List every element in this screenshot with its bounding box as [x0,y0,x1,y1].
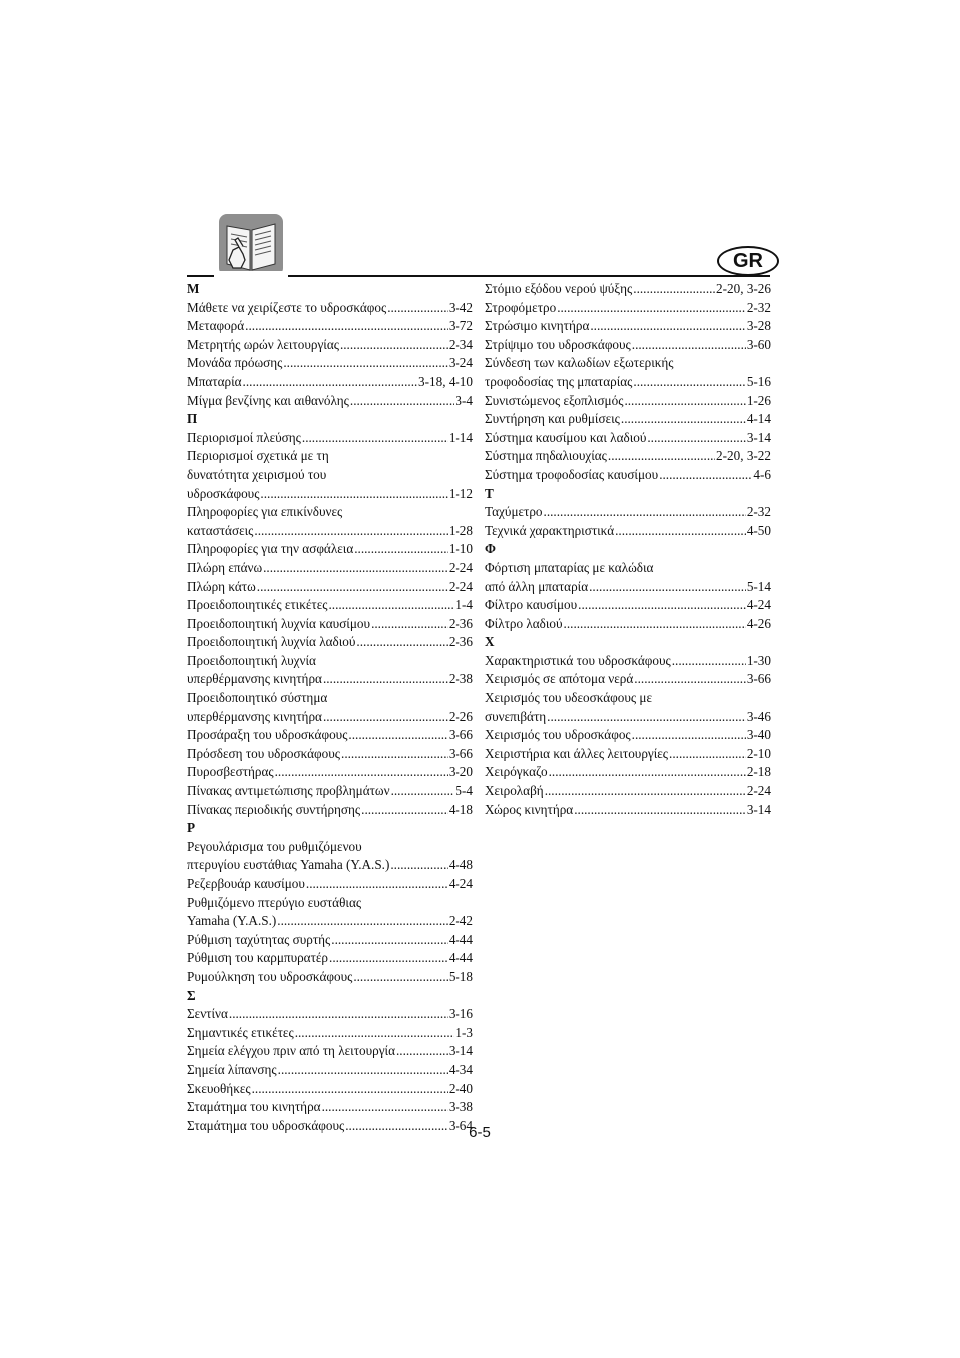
index-entry [187,875,473,894]
dot-leader [633,373,745,392]
index-entry-label: υπερθέρμανσης κινητήρα [187,671,322,687]
index-entry-label: Χειρισμός σε απότομα νερά [485,671,634,687]
index-entry-page: 1-3 [455,1024,473,1040]
index-entry [485,336,771,355]
dot-leader [245,317,448,336]
index-entry-page: 3-66 [448,745,473,761]
index-entry-text: Περιορισμοί σχετικά με τη [187,448,329,464]
dot-leader [328,596,454,615]
index-entry-label: Μεταφορά [187,318,245,334]
index-entry-label: Χαρακτηριστικά του υδροσκάφους [485,652,671,668]
index-entry-label: καταστάσεις [187,522,254,538]
index-entry [187,373,473,392]
index-entry-page: 4-44 [448,931,473,947]
dot-leader [549,763,746,782]
dot-leader [669,745,746,764]
language-code: GR [733,249,763,272]
index-entry-label: Σημαντικές ετικέτες [187,1024,294,1040]
index-entry-page: 4-34 [448,1061,473,1077]
index-entry [485,373,771,392]
dot-leader [322,1098,448,1117]
index-entry [485,429,771,448]
index-entry [187,726,473,745]
index-entry-page: 2-24 [746,783,771,799]
index-entry [187,801,473,820]
index-entry-page: 3-66 [746,671,771,687]
index-letter-heading: Π [187,411,198,427]
dot-leader [672,652,746,671]
index-letter-heading: Φ [485,541,496,557]
index-entry [187,633,473,652]
index-entry-page: 3-42 [448,299,473,315]
index-entry [187,931,473,950]
index-entry [187,763,473,782]
dot-leader [390,856,447,875]
index-entry-label: Χειρολαβή [485,783,544,799]
index-entry [187,1080,473,1099]
dot-leader [564,615,746,634]
index-entry-page: 4-24 [448,876,473,891]
index-entry-label: Πλώρη επάνω [187,559,263,575]
index-entry-page: 1-4 [455,597,473,613]
index-entry-page: 2-38 [448,671,473,687]
index-entry [187,745,473,764]
dot-leader [331,931,448,950]
dot-leader [387,299,448,318]
index-entry [187,856,473,875]
index-entry-label: Πλώρη κάτω [187,578,256,594]
index-entry-page: 3-40 [746,727,771,743]
dot-leader [544,503,746,522]
dot-leader [632,336,746,355]
index-entry-label: Χειριστήρια και άλλες λειτουργίες [485,745,669,761]
index-entry [187,1005,473,1024]
index-entry [485,410,771,429]
index-entry [187,540,473,559]
index-entry-label: συνεπιβάτη [485,708,547,724]
dot-leader [647,429,745,448]
dot-leader [275,763,448,782]
index-entry-page: 2-24 [448,578,473,594]
index-entry-page: 3-28 [746,318,771,334]
index-entry [485,615,771,634]
index-entry-label: Φίλτρο λαδιού [485,615,563,631]
index-entry-label: Χειρισμός του υδροσκάφος [485,727,631,743]
index-entry [485,726,771,745]
index-entry-label: Περιορισμοί πλεύσης [187,429,301,445]
index-entry-label: Ρυμούλκηση του υδροσκάφους [187,968,353,984]
index-entry-page: 3-4 [455,392,473,408]
index-entry [187,354,473,373]
index-entry [187,392,473,411]
index-entry-page: 4-44 [448,950,473,966]
index-entry-label: Πίνακας αντιμετώπισης προβλημάτων [187,783,390,799]
dot-leader [345,1117,448,1136]
dot-leader [306,875,448,894]
index-entry [187,299,473,318]
index-entry [485,392,771,411]
dot-leader [574,801,746,820]
index-column-right [485,280,771,819]
index-entry-page: 3-38 [448,1099,473,1115]
index-entry-label: Προσάραξη του υδροσκάφους [187,727,348,743]
index-entry-label: Ρύθμιση του καρμπυρατέρ [187,950,329,966]
index-entry-page: 3-14 [746,801,771,817]
index-entry-page: 5-4 [455,783,473,799]
index-entry-label: Μπαταρία [187,373,242,389]
index-entry [187,317,473,336]
dot-leader [590,317,745,336]
index-entry [187,670,473,689]
index-entry [187,578,473,597]
book-reading-icon [219,214,283,276]
dot-leader [257,578,448,597]
index-entry-label: Σύστημα τροφοδοσίας καυσίμου [485,466,659,482]
index-entry-page: 3-72 [448,318,473,334]
index-entry-page: 4-14 [746,411,771,427]
index-entry-label: υδροσκάφους [187,485,260,501]
index-entry [187,968,473,987]
dot-leader [260,485,447,504]
index-entry-page: 2-36 [448,615,473,631]
dot-leader [632,726,746,745]
index-entry-page: 4-26 [746,615,771,631]
index-entry [485,317,771,336]
index-entry-page: 4-18 [448,801,473,817]
index-entry-label: πτερυγίου ευστάθιας Yamaha (Y.A.S.) [187,857,390,873]
index-entry-label: Σκευοθήκες [187,1080,251,1096]
page-number: 6-5 [469,1124,491,1141]
dot-leader [323,670,448,689]
index-entry-label: Πληροφορίες για την ασφάλεια [187,541,354,557]
index-entry-page: 1-30 [746,652,771,668]
index-entry-label: Συντήρηση και ρυθμίσεις [485,411,620,427]
index-entry [485,299,771,318]
dot-leader [229,1005,448,1024]
index-entry-page: 1-14 [448,429,473,445]
dot-leader [277,912,448,931]
index-entry-label: Ταχύμετρο [485,504,543,520]
index-entry [485,578,771,597]
index-entry-label: Προειδοποιητικές ετικέτες [187,597,328,613]
index-entry [187,522,473,541]
index-entry-label: Πρόσδεση του υδροσκάφους [187,745,341,761]
index-entry-label: Συνιστώμενος εξοπλισμός [485,392,624,408]
dot-leader [391,782,455,801]
index-entry-label: Πίνακας περιοδικής συντήρησης [187,801,361,817]
index-entry-page: 3-64 [448,1117,473,1133]
index-entry-page: 1-12 [448,485,473,501]
dot-leader [547,708,746,727]
index-entry-label: Πυροσβεστήρας [187,764,274,780]
index-entry-label: Σημεία ελέγχου πριν από τη λειτουργία [187,1043,395,1059]
index-entry-label: Προειδοποιητική λυχνία λαδιού [187,634,356,650]
dot-leader [634,670,746,689]
index-entry-label: Φίλτρο καυσίμου [485,597,578,613]
index-entry [187,1117,473,1136]
index-entry-text: Σύνδεση των καλωδίων εξωτερικής [485,355,674,371]
index-entry-page: 4-6 [753,466,771,482]
index-entry [485,522,771,541]
index-entry-label: Ρεζερβουάρ καυσίμου [187,876,305,891]
index-entry-page: 2-32 [746,299,771,315]
index-entry [485,745,771,764]
index-entry [485,801,771,820]
index-column-left [187,280,473,1135]
index-entry [187,1024,473,1043]
dot-leader [243,373,418,392]
index-entry-label: Στόμιο εξόδου νερού ψύξης [485,281,633,296]
index-entry [485,503,771,522]
index-entry-label: Σταμάτημα του υδροσκάφους [187,1117,345,1133]
index-entry [485,447,771,466]
index-entry-label: Μίγμα βενζίνης και αιθανόλης [187,392,349,408]
index-entry-label: υπερθέρμανσης κινητήρα [187,708,322,724]
index-entry [187,485,473,504]
dot-leader [340,336,448,355]
index-entry-page: 2-10 [746,745,771,761]
index-letter-heading: Ρ [187,820,196,836]
index-entry-page: 3-16 [448,1006,473,1022]
index-entry-page: 2-36 [448,634,473,650]
index-entry [187,949,473,968]
dot-leader [329,949,448,968]
index-entry-page: 2-20, 3-26 [716,281,771,296]
index-entry-label: Σύστημα πηδαλιουχίας [485,448,607,464]
index-entry-page: 4-50 [746,522,771,538]
index-letter-heading: Μ [187,281,200,296]
dot-leader [633,280,715,299]
dot-leader [371,615,448,634]
index-entry-label: Yamaha (Y.A.S.) [187,913,277,929]
index-entry [187,782,473,801]
index-entry-text: Χειρισμός του υδεοσκάφους με [485,690,653,706]
index-entry-label: Στρώσιμο κινητήρα [485,318,590,334]
dot-leader [341,745,448,764]
dot-leader [263,559,448,578]
index-entry-page: 2-32 [746,504,771,520]
index-entry [187,559,473,578]
index-entry-label: Σημεία λίπανσης [187,1061,277,1077]
index-entry [187,708,473,727]
dot-leader [545,782,746,801]
dot-leader [589,578,746,597]
index-entry [485,466,771,485]
index-entry-label: Σύστημα καυσίμου και λαδιού [485,429,647,445]
index-entry-page: 3-66 [448,727,473,743]
index-entry-text: Προειδοποιητικό σύστημα [187,690,328,706]
index-entry [485,708,771,727]
index-entry [187,1061,473,1080]
index-entry-label: Μονάδα πρόωσης [187,355,283,371]
index-entry-page: 3-24 [448,355,473,371]
dot-leader [356,633,447,652]
index-entry-text: Ρυθμιζόμενο πτερύγιο ευστάθιας [187,894,362,910]
dot-leader [283,354,447,373]
dot-leader [323,708,448,727]
index-entry [485,670,771,689]
index-entry [485,652,771,671]
index-entry-label: Τεχνικά χαρακτηριστικά [485,522,615,538]
index-letter-heading: Χ [485,634,495,650]
dot-leader [348,726,447,745]
dot-leader [350,392,455,411]
dot-leader [621,410,746,429]
index-entry [187,912,473,931]
index-entry-label: Μετρητής ωρών λειτουργίας [187,336,339,352]
index-entry [187,336,473,355]
index-entry-label: τροφοδοσίας της μπαταρίας [485,373,633,389]
dot-leader [361,801,448,820]
index-entry-label: Σταμάτημα του κινητήρα [187,1099,321,1115]
dot-leader [608,447,715,466]
dot-leader [659,466,752,485]
index-entry-page: 2-24 [448,559,473,575]
index-entry-page: 3-14 [448,1043,473,1059]
index-entry-page: 2-40 [448,1080,473,1096]
dot-leader [252,1080,448,1099]
index-entry [187,596,473,615]
index-entry [485,596,771,615]
index-entry-label: Προειδοποιητική λυχνία καυσίμου [187,615,371,631]
index-entry [187,1042,473,1061]
dot-leader [396,1042,448,1061]
index-entry-label: από άλλη μπαταρία [485,578,589,594]
index-entry-page: 3-18, 4-10 [418,373,473,389]
index-entry [485,782,771,801]
index-entry-page: 1-28 [448,522,473,538]
index-entry-label: Στρίψιμο του υδροσκάφους [485,336,631,352]
index-entry-page: 2-18 [746,764,771,780]
index-entry-page: 1-10 [448,541,473,557]
index-entry [485,280,771,299]
index-letter-heading: Σ [187,987,196,1003]
index-entry-text: Πληροφορίες για επικίνδυνες [187,504,343,520]
index-entry-label: Χώρος κινητήρα [485,801,574,817]
index-entry-label: Στροφόμετρο [485,299,557,315]
index-entry-page: 4-24 [746,597,771,613]
index-entry [485,763,771,782]
index-letter-heading: Τ [485,485,494,501]
index-entry-label: Ρύθμιση ταχύτητας συρτής [187,931,331,947]
index-entry-page: 3-14 [746,429,771,445]
index-entry-text: Φόρτιση μπαταρίας με καλώδια [485,559,654,575]
index-entry [187,615,473,634]
language-badge [717,246,779,276]
dot-leader [295,1024,455,1043]
index-entry-text: Προειδοποιητική λυχνία [187,652,316,668]
index-entry-text: δυνατότητα χειρισμού του [187,466,327,482]
dot-leader [624,392,745,411]
dot-leader [302,429,448,448]
dot-leader [278,1061,448,1080]
index-entry-page: 3-60 [746,336,771,352]
index-entry-page: 1-26 [746,392,771,408]
dot-leader [254,522,447,541]
dot-leader [615,522,746,541]
index-entry-page: 2-42 [448,913,473,929]
index-entry-page: 5-14 [746,578,771,594]
index-entry-page: 5-16 [746,373,771,389]
index-entry-page: 4-48 [448,857,473,873]
index-entry-page: 2-34 [448,336,473,352]
dot-leader [578,596,746,615]
index-entry-page: 2-26 [448,708,473,724]
index-entry-text: Ρεγουλάρισμα του ρυθμιζόμενου [187,838,362,854]
index-entry-label: Σεντίνα [187,1006,228,1022]
index-entry-label: Χειρόγκαζο [485,764,548,780]
index-entry-label: Μάθετε να χειρίζεστε το υδροσκάφος [187,299,387,315]
index-entry [187,429,473,448]
index-entry [187,1098,473,1117]
index-entry-page: 3-46 [746,708,771,724]
dot-leader [354,540,448,559]
index-entry-page: 5-18 [448,968,473,984]
dot-leader [557,299,746,318]
index-entry-page: 2-20, 3-22 [716,448,771,464]
dot-leader [353,968,447,987]
index-entry-page: 3-20 [448,764,473,780]
